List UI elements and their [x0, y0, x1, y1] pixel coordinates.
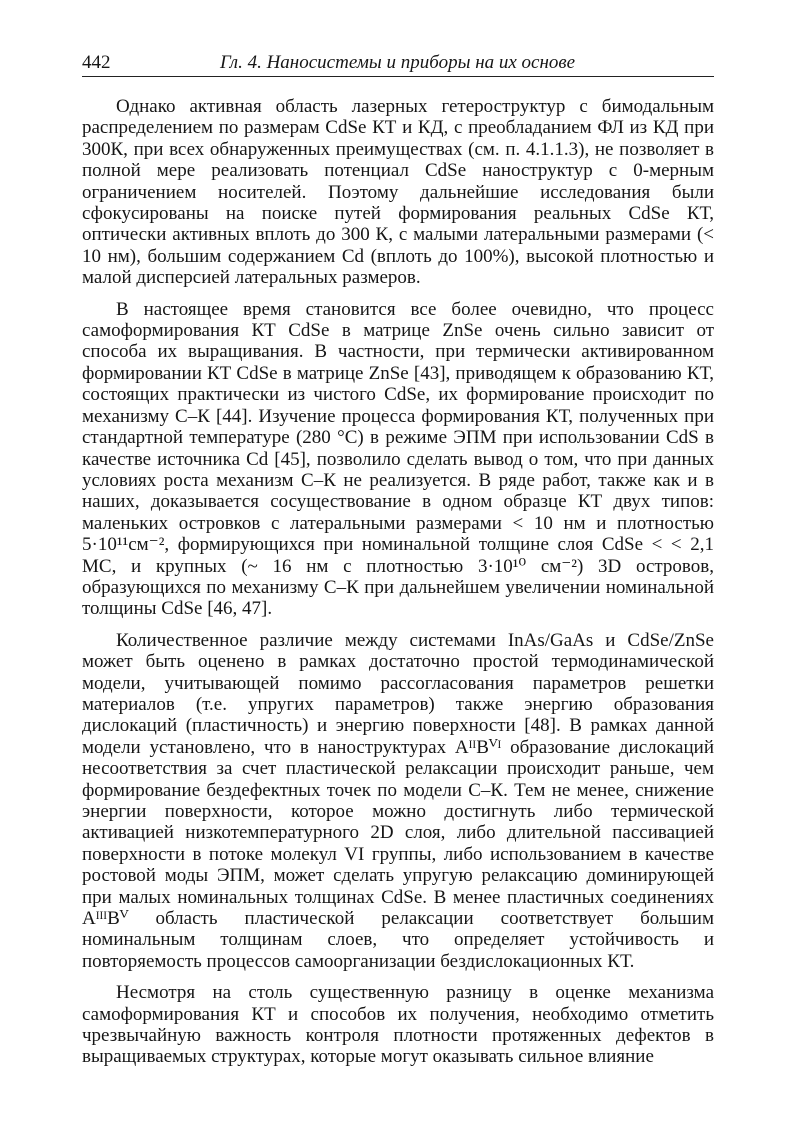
chapter-title: Гл. 4. Наносистемы и приборы на их основе [220, 52, 576, 73]
body-text [82, 96, 714, 1068]
paragraph-3: Количественное различие между системами InAs/GaAs и CdSe/ZnSe может быть оценено в рамках достаточно простой термодинамической модели, учитывающей помимо рассогласования параметров решетки материалов (т.е. упругих параметров) также энергию образования дислокаций (пластичность) и энергию поверхности [48]. В рамках данной модели установлено, что в наноструктурах AᴵᴵBⱽᴵ образование дислокаций несоответствия за счет пластической релаксации происходит раньше, чем формирование бездефектных точек по модели С–К. Тем не менее, снижение энергии поверхности, которое можно достигнуть либо термической активацией низкотемпературного 2D слоя, либо длительной пассивацией поверхности в потоке молекул VI группы, либо использованием в качестве ростовой моды ЭПМ, может сделать упругую релаксацию доминирующей при малых номинальных толщинах CdSe. В менее пластичных соединениях AᴵᴵᴵBⱽ область пластической релаксации соответствует большим номинальным толщинам слоев, что определяет устойчивость и повторяемость процессов самоорганизации бездислокационных КТ. [82, 629, 714, 972]
paragraph-1: Однако активная область лазерных гетероструктур с бимодальным распределением по размерам CdSe КТ и КД, с преобладанием ФЛ из КД при 300К, при всех обнаруженных преимуществах (см. п. 4.1.1.3), не позволяет в полной мере реализовать потенциал CdSe наноструктур с 0-мерным ограничением носителей. Поэтому дальнейшие исследования были сфокусированы на поиске путей формирования реальных CdSe КТ, оптически активных вплоть до 300 К, с малыми латеральными размерами (< 10 нм), большим содержанием Cd (вплоть до 100%), высокой плотностью и малой дисперсией латеральных размеров. [82, 96, 714, 289]
page-number: 442 [82, 52, 111, 73]
paragraph-4: Несмотря на столь существенную разницу в оценке механизма самоформирования КТ и способов их получения, необходимо отметить чрезвычайную важность контроля плотности протяженных дефектов в выращиваемых структурах, которые могут оказывать сильное влияние [82, 982, 714, 1068]
running-head [82, 50, 714, 77]
paragraph-2: В настоящее время становится все более очевидно, что процесс самоформирования КТ CdSe в матрице ZnSe очень сильно зависит от способа их выращивания. В частности, при термически активированном формировании КТ CdSe в матрице ZnSe [43], приводящем к образованию КТ, состоящих практически из чистого CdSe, их формирование происходит по механизму С–К [44]. Изучение процесса формирования КТ, полученных при стандартной температуре (280 °С) в режиме ЭПМ при использовании CdS в качестве источника Cd [45], позволило сделать вывод о том, что при данных условиях роста механизм С–К не реализуется. В ряде работ, также как и в наших, доказывается сосуществование в одном образце КТ двух типов: маленьких островков с латеральными размерами < 10 нм и плотностью 5·10¹¹см⁻², формирующихся при номинальной толщине слоя CdSe < < 2,1 МС, и крупных (~ 16 нм с плотностью 3·10¹⁰ см⁻²) 3D островов, образующихся по механизму С–К при дальнейшем увеличении номинальной толщины CdSe [46, 47]. [82, 298, 714, 620]
